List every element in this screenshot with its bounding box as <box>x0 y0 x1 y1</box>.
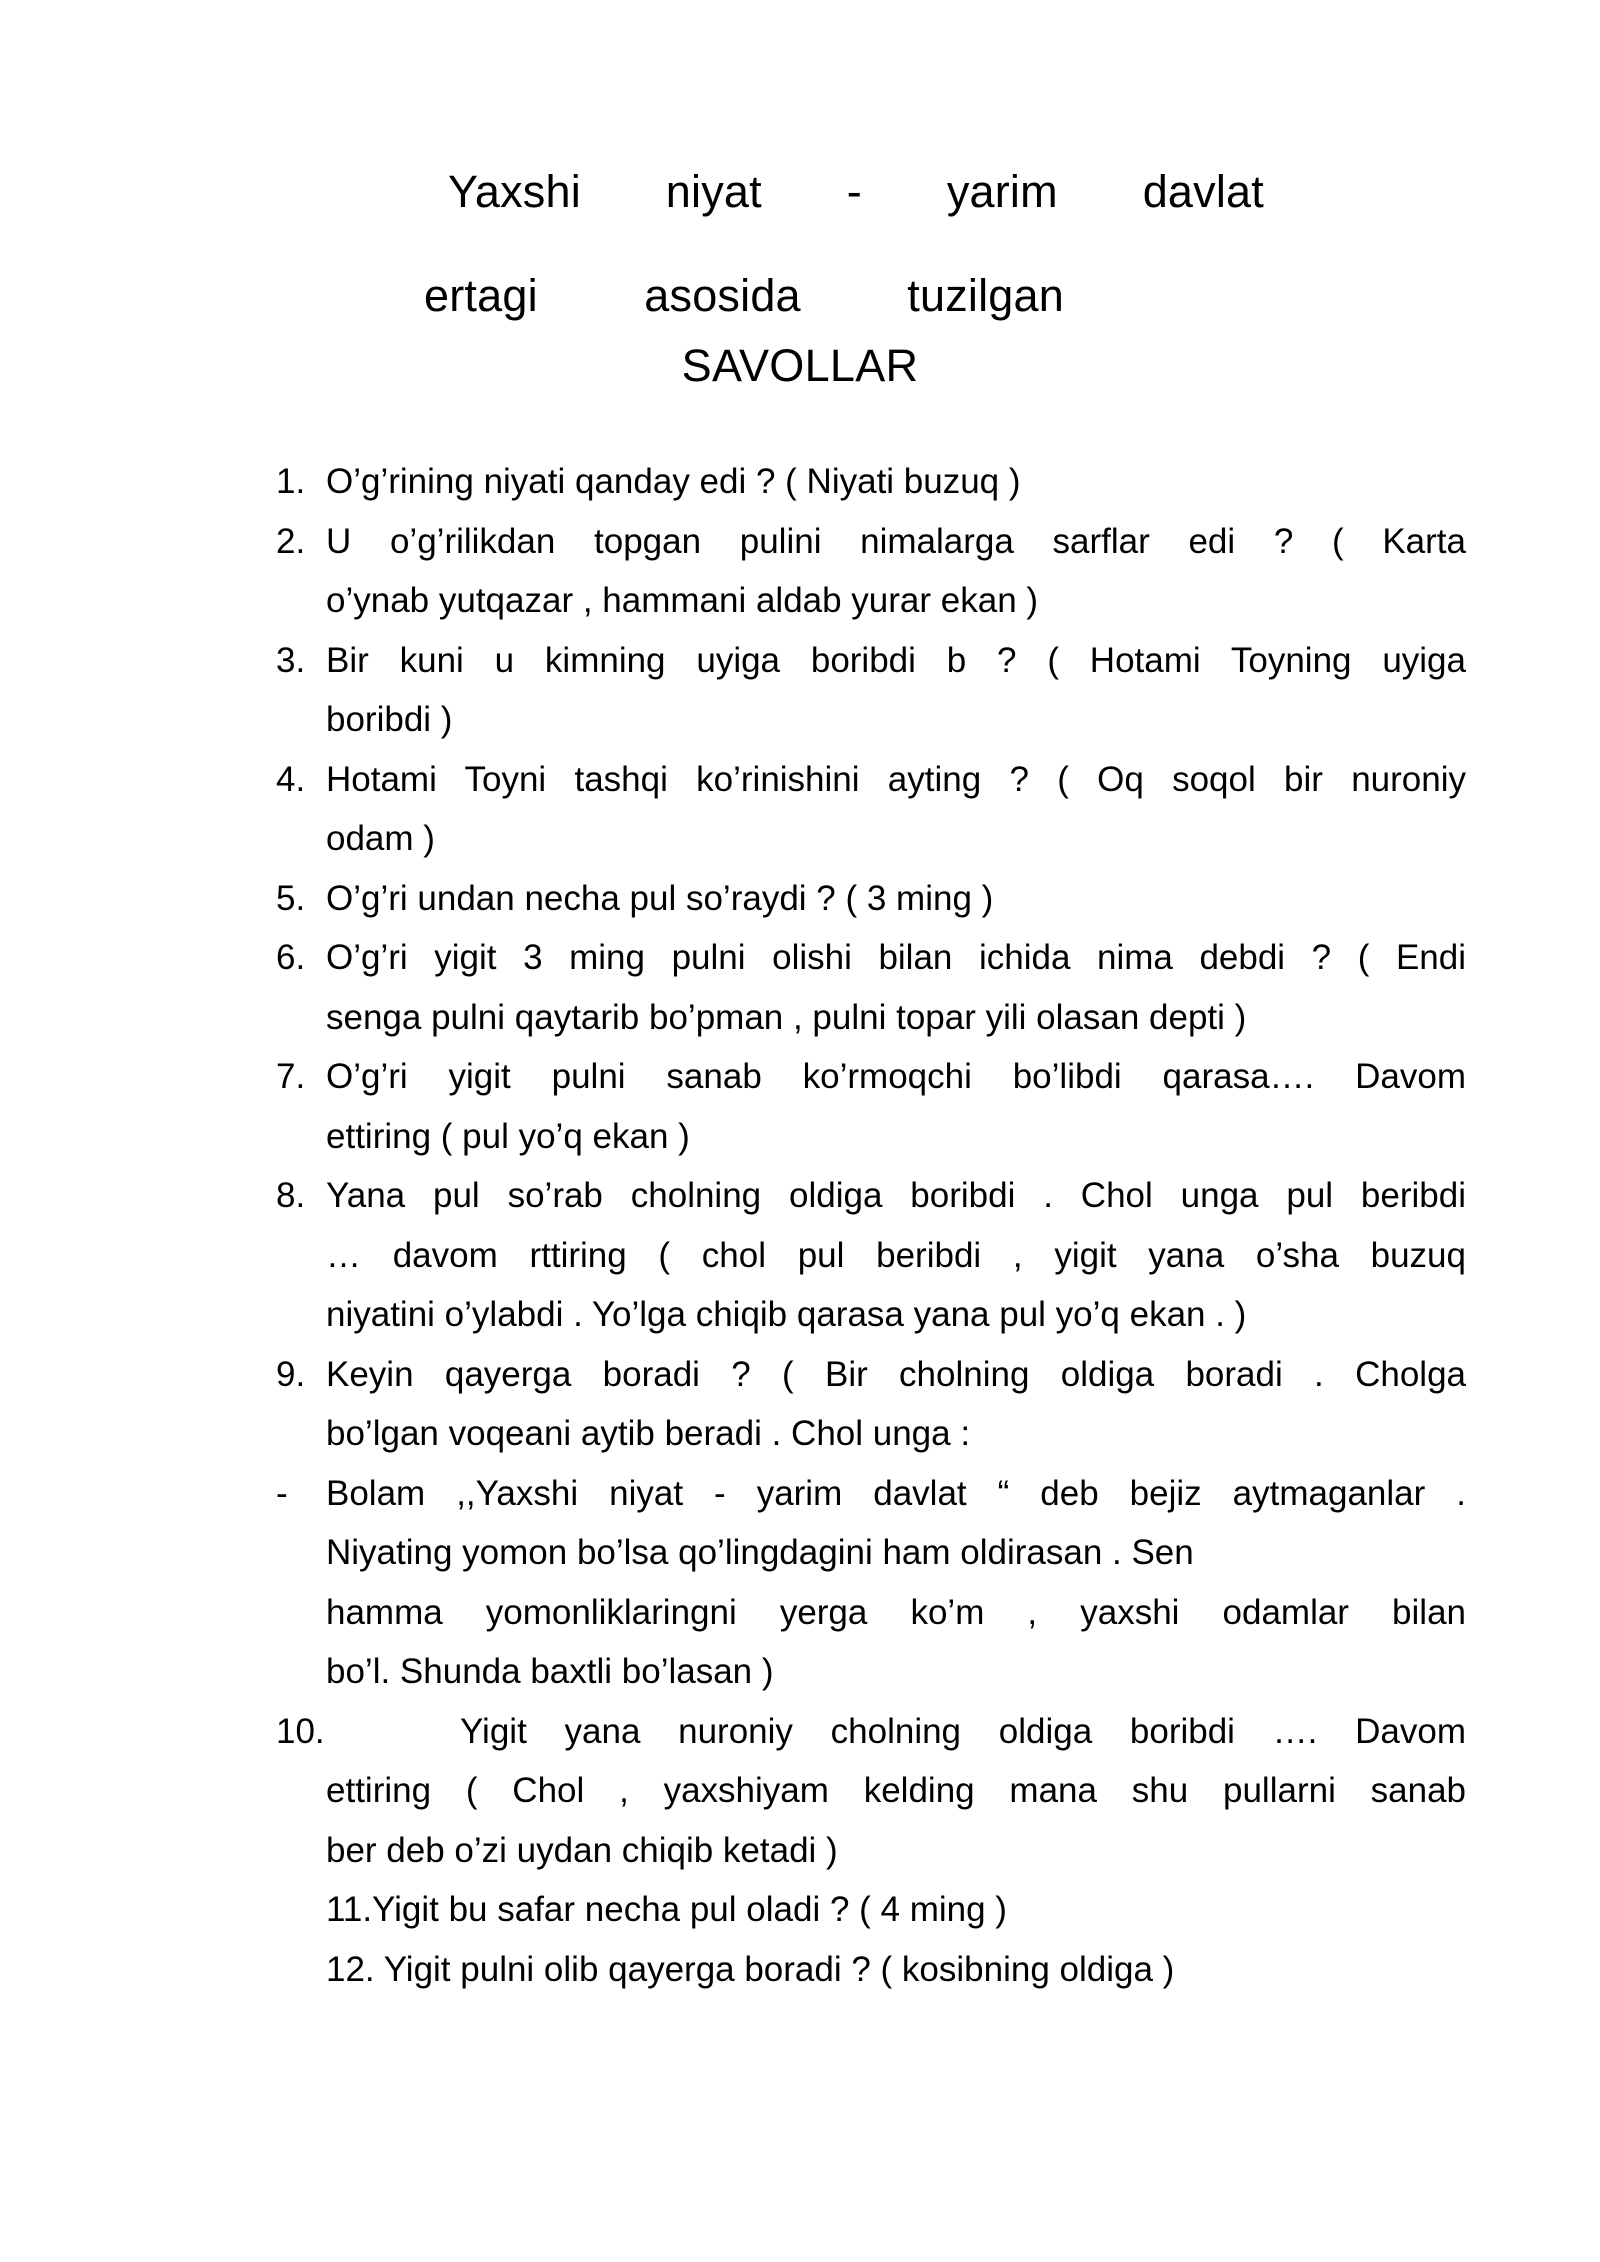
list-item <box>276 452 1466 512</box>
list-item <box>276 750 1466 869</box>
list-item-marker: - <box>276 1473 288 1513</box>
list-item-marker: 8. <box>276 1176 306 1215</box>
list-item-line: hamma yomonliklaringni yerga ko’m , yaxshi odamlar bilan <box>326 1592 1466 1632</box>
list-item-line: bo’lgan voqeani aytib beradi . Chol unga : <box>326 1414 971 1453</box>
list-item-line: Hotami Toyni tashqi ko’rinishini ayting ? ( Oq soqol bir nuroniy <box>326 759 1466 799</box>
list-item-marker: 1. <box>276 462 306 501</box>
list-item-line: Yana pul so’rab cholning oldiga boribdi . Chol unga pul beribdi <box>326 1176 1466 1215</box>
list-item <box>276 928 1466 1047</box>
list-item-marker: 3. <box>276 640 306 680</box>
list-item-line: … davom rttiring ( chol pul beribdi , yigit yana o’sha buzuq <box>326 1235 1466 1275</box>
list-item-line: odam ) <box>326 819 435 858</box>
list-item-line: ber deb o’zi uydan chiqib ketadi ) <box>326 1830 838 1870</box>
list-item <box>276 869 1466 929</box>
list-item <box>276 631 1466 750</box>
list-item-marker: 9. <box>276 1354 306 1394</box>
list-item-line: Keyin qayerga boradi ? ( Bir cholning oldiga boradi . Cholga <box>326 1354 1466 1394</box>
section-heading-savollar: SAVOLLAR <box>681 340 919 391</box>
list-item-line: O’g’ri yigit 3 ming pulni olishi bilan ichida nima debdi ? ( Endi <box>326 938 1466 977</box>
list-item-line: Niyating yomon bo’lsa qo’lingdagini ham oldirasan . Sen <box>326 1533 1194 1572</box>
list-item <box>276 1345 1466 1464</box>
list-item-line: O’g’ri undan necha pul so’raydi ? ( 3 ming ) <box>326 878 994 918</box>
list-item <box>276 1464 1466 1702</box>
list-item-line: 11.Yigit bu safar necha pul oladi ? ( 4 ming ) <box>326 1890 1007 1929</box>
list-item <box>276 1702 1466 1881</box>
list-item <box>276 512 1466 631</box>
list-item-marker: 5. <box>276 878 306 918</box>
list-item-line: 12. Yigit pulni olib qayerga boradi ? ( kosibning oldiga ) <box>326 1949 1175 1989</box>
list-item-line <box>326 1702 1466 1762</box>
list-item-marker: 6. <box>276 938 306 977</box>
list-item-line: O’g’rining niyati qanday edi ? ( Niyati buzuq ) <box>326 462 1021 501</box>
document-title <box>424 140 1264 348</box>
list-item-marker: 7. <box>276 1057 306 1096</box>
list-item-line: bo’l. Shunda baxtli bo’lasan ) <box>326 1652 774 1691</box>
title-line-2: ertagi asosida tuzilgan <box>424 270 1064 321</box>
list-item-line-text: Yigit yana nuroniy cholning oldiga boribdi …. Davom <box>460 1711 1466 1751</box>
list-item-line: U o’g’rilikdan topgan pulini nimalarga sarflar edi ? ( Karta <box>326 521 1466 561</box>
list-item-marker: 10. <box>276 1711 325 1751</box>
list-item-marker: 2. <box>276 521 306 561</box>
questions-list <box>276 452 1466 1999</box>
list-item-line: boribdi ) <box>326 700 453 739</box>
list-item <box>276 1047 1466 1166</box>
list-item-line: ettiring ( pul yo’q ekan ) <box>326 1116 690 1156</box>
list-item-line: O’g’ri yigit pulni sanab ko’rmoqchi bo’libdi qarasa…. Davom <box>326 1057 1466 1096</box>
list-item-line: o’ynab yutqazar , hammani aldab yurar ekan ) <box>326 581 1039 620</box>
title-line-1: Yaxshi niyat - yarim davlat <box>448 166 1264 217</box>
list-item-line: senga pulni qaytarib bo’pman , pulni topar yili olasan depti ) <box>326 997 1247 1037</box>
list-item-marker: 4. <box>276 759 306 799</box>
list-item-line: Bolam ,,Yaxshi niyat - yarim davlat “ deb bejiz aytmaganlar . <box>326 1473 1466 1513</box>
list-item-line: niyatini o’ylabdi . Yo’lga chiqib qarasa yana pul yo’q ekan . ) <box>326 1295 1247 1334</box>
list-item <box>276 1166 1466 1345</box>
list-item-line: Bir kuni u kimning uyiga boribdi b ? ( Hotami Toyning uyiga <box>326 640 1466 680</box>
list-item-line: ettiring ( Chol , yaxshiyam kelding mana shu pullarni sanab <box>326 1771 1466 1810</box>
list-item <box>276 1940 1466 2000</box>
list-item <box>276 1880 1466 1940</box>
